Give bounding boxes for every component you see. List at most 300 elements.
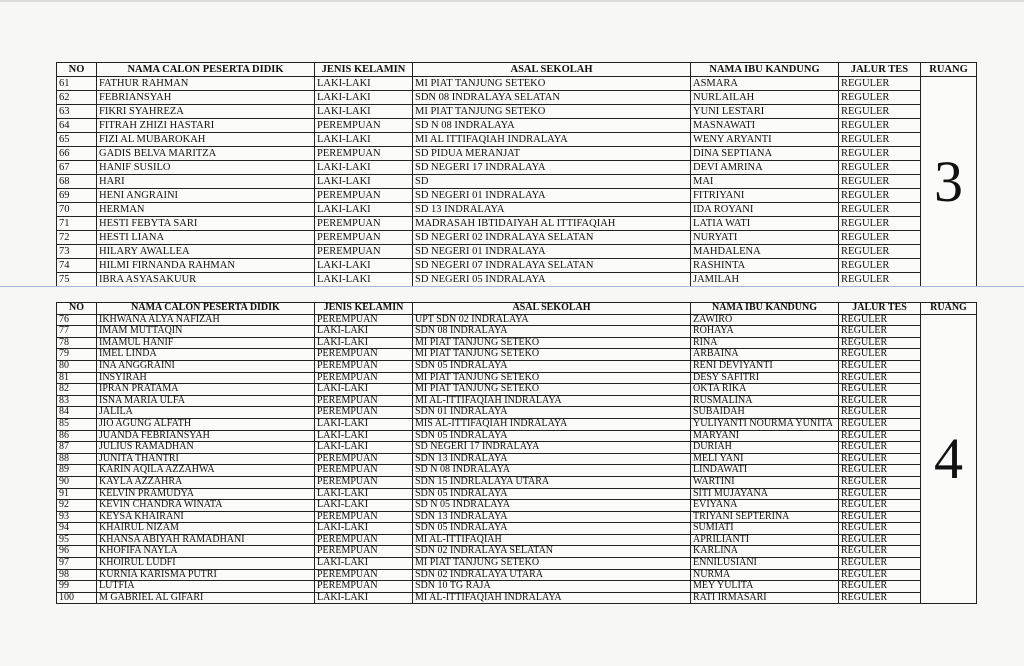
table-row: [57, 500, 977, 512]
participant-name: IPRAN PRATAMA: [97, 384, 315, 396]
gender: PEREMPUAN: [315, 360, 413, 372]
gender: PEREMPUAN: [315, 581, 413, 593]
row-number: 95: [57, 534, 97, 546]
test-track: REGULER: [839, 546, 921, 558]
test-track: REGULER: [839, 203, 921, 217]
participant-name: KEYSA KHAIRANI: [97, 511, 315, 523]
participant-name: KAYLA AZZAHRA: [97, 476, 315, 488]
school-origin: MI AL-ITTIFAQIAH: [413, 534, 691, 546]
school-origin: SDN 10 TG RAJA: [413, 581, 691, 593]
test-track: REGULER: [839, 273, 921, 287]
participant-name: HARI: [97, 175, 315, 189]
row-number: 66: [57, 147, 97, 161]
row-number: 73: [57, 245, 97, 259]
test-track: REGULER: [839, 488, 921, 500]
header-track: JALUR TES: [839, 303, 921, 315]
participant-name: IMAMUL HANIF: [97, 337, 315, 349]
gender: LAKI-LAKI: [315, 592, 413, 604]
gender: LAKI-LAKI: [315, 488, 413, 500]
mother-name: ASMARA: [691, 77, 839, 91]
test-track: REGULER: [839, 476, 921, 488]
header-school: ASAL SEKOLAH: [413, 63, 691, 77]
test-track: REGULER: [839, 189, 921, 203]
school-origin: MI PIAT TANJUNG SETEKO: [413, 105, 691, 119]
school-origin: SD N 05 INDRALAYA: [413, 500, 691, 512]
participant-name: JUANDA FEBRIANSYAH: [97, 430, 315, 442]
test-track: REGULER: [839, 349, 921, 361]
mother-name: ARBAINA: [691, 349, 839, 361]
test-track: REGULER: [839, 534, 921, 546]
participant-name: IBRA ASYASAKUUR: [97, 273, 315, 287]
participant-name: HILARY AWALLEA: [97, 245, 315, 259]
table-row: [57, 203, 977, 217]
table-row: [57, 119, 977, 133]
table-row: [57, 77, 977, 91]
mother-name: NURLAILAH: [691, 91, 839, 105]
mother-name: RENI DEVIYANTI: [691, 360, 839, 372]
school-origin: MI PIAT TANJUNG SETEKO: [413, 349, 691, 361]
table-row: [57, 465, 977, 477]
participant-name: JULIUS RAMADHAN: [97, 442, 315, 454]
row-number: 100: [57, 592, 97, 604]
participant-name: INA ANGGRAINI: [97, 360, 315, 372]
test-track: REGULER: [839, 384, 921, 396]
row-number: 92: [57, 500, 97, 512]
participant-name: FEBRIANSYAH: [97, 91, 315, 105]
mother-name: RINA: [691, 337, 839, 349]
test-track: REGULER: [839, 360, 921, 372]
school-origin: MI PIAT TANJUNG SETEKO: [413, 77, 691, 91]
mother-name: APRILIANTI: [691, 534, 839, 546]
school-origin: SDN 05 INDRALAYA: [413, 523, 691, 535]
gender: PEREMPUAN: [315, 569, 413, 581]
table-row: [57, 231, 977, 245]
participant-table-room-4: [56, 302, 977, 604]
school-origin: SD NEGERI 01 INDRALAYA: [413, 245, 691, 259]
gender: LAKI-LAKI: [315, 337, 413, 349]
mother-name: LINDAWATI: [691, 465, 839, 477]
table-row: [57, 511, 977, 523]
gender: PEREMPUAN: [315, 349, 413, 361]
gender: LAKI-LAKI: [315, 161, 413, 175]
row-number: 70: [57, 203, 97, 217]
test-track: REGULER: [839, 175, 921, 189]
table-row: [57, 581, 977, 593]
gender: LAKI-LAKI: [315, 430, 413, 442]
test-track: REGULER: [839, 91, 921, 105]
row-number: 90: [57, 476, 97, 488]
header-name: NAMA CALON PESERTA DIDIK: [97, 303, 315, 315]
row-number: 88: [57, 453, 97, 465]
mother-name: DESY SAFITRI: [691, 372, 839, 384]
school-origin: SDN 02 INDRALAYA UTARA: [413, 569, 691, 581]
row-number: 98: [57, 569, 97, 581]
row-number: 75: [57, 273, 97, 287]
school-origin: SDN 05 INDRALAYA: [413, 488, 691, 500]
test-track: REGULER: [839, 326, 921, 338]
mother-name: ENNILUSIANI: [691, 558, 839, 570]
table-row: [57, 133, 977, 147]
row-number: 68: [57, 175, 97, 189]
test-track: REGULER: [839, 581, 921, 593]
mother-name: SITI MUJAYANA: [691, 488, 839, 500]
school-origin: MI AL-ITTIFAQIAH INDRALAYA: [413, 592, 691, 604]
participant-name: JIO AGUNG ALFATH: [97, 418, 315, 430]
table-row: [57, 534, 977, 546]
gender: LAKI-LAKI: [315, 523, 413, 535]
school-origin: SD NEGERI 17 INDRALAYA: [413, 442, 691, 454]
participant-table-room-3: [56, 62, 977, 287]
mother-name: WARTINI: [691, 476, 839, 488]
participant-name: KEVIN CHANDRA WINATA: [97, 500, 315, 512]
page-fold-line: [0, 286, 1024, 287]
room-number: 3: [921, 77, 977, 287]
gender: PEREMPUAN: [315, 314, 413, 326]
row-number: 61: [57, 77, 97, 91]
participant-name: HESTI LIANA: [97, 231, 315, 245]
participant-name: JALILA: [97, 407, 315, 419]
participant-name: M GABRIEL AL GIFARI: [97, 592, 315, 604]
row-number: 97: [57, 558, 97, 570]
mother-name: NURYATI: [691, 231, 839, 245]
gender: LAKI-LAKI: [315, 418, 413, 430]
row-number: 74: [57, 259, 97, 273]
participant-name: KARIN AQILA AZZAHWA: [97, 465, 315, 477]
test-track: REGULER: [839, 217, 921, 231]
test-track: REGULER: [839, 105, 921, 119]
header-school: ASAL SEKOLAH: [413, 303, 691, 315]
mother-name: ROHAYA: [691, 326, 839, 338]
test-track: REGULER: [839, 231, 921, 245]
test-track: REGULER: [839, 430, 921, 442]
row-number: 83: [57, 395, 97, 407]
row-number: 67: [57, 161, 97, 175]
test-track: REGULER: [839, 245, 921, 259]
mother-name: LATIA WATI: [691, 217, 839, 231]
gender: PEREMPUAN: [315, 245, 413, 259]
table-header-row: [57, 63, 977, 77]
table-row: [57, 360, 977, 372]
school-origin: SD NEGERI 17 INDRALAYA: [413, 161, 691, 175]
mother-name: JAMILAH: [691, 273, 839, 287]
school-origin: SD N 08 INDRALAYA: [413, 465, 691, 477]
mother-name: ZAWIRO: [691, 314, 839, 326]
header-name: NAMA CALON PESERTA DIDIK: [97, 63, 315, 77]
gender: PEREMPUAN: [315, 119, 413, 133]
row-number: 77: [57, 326, 97, 338]
row-number: 69: [57, 189, 97, 203]
row-number: 91: [57, 488, 97, 500]
mother-name: MASNAWATI: [691, 119, 839, 133]
test-track: REGULER: [839, 558, 921, 570]
table-row: [57, 546, 977, 558]
school-origin: MI AL-ITTIFAQIAH INDRALAYA: [413, 395, 691, 407]
participant-name: INSYIRAH: [97, 372, 315, 384]
gender: LAKI-LAKI: [315, 91, 413, 105]
mother-name: DINA SEPTIANA: [691, 147, 839, 161]
table-row: [57, 418, 977, 430]
participant-name: IMAM MUTTAQIN: [97, 326, 315, 338]
test-track: REGULER: [839, 395, 921, 407]
participant-name: FATHUR RAHMAN: [97, 77, 315, 91]
gender: PEREMPUAN: [315, 534, 413, 546]
gender: LAKI-LAKI: [315, 203, 413, 217]
gender: LAKI-LAKI: [315, 500, 413, 512]
row-number: 80: [57, 360, 97, 372]
participant-name: KHAIRUL NIZAM: [97, 523, 315, 535]
school-origin: MI PIAT TANJUNG SETEKO: [413, 372, 691, 384]
test-track: REGULER: [839, 161, 921, 175]
test-track: REGULER: [839, 259, 921, 273]
school-origin: MI PIAT TANJUNG SETEKO: [413, 558, 691, 570]
test-track: REGULER: [839, 147, 921, 161]
gender: PEREMPUAN: [315, 189, 413, 203]
gender: LAKI-LAKI: [315, 442, 413, 454]
school-origin: MADRASAH IBTIDAIYAH AL ITTIFAQIAH: [413, 217, 691, 231]
mother-name: MAI: [691, 175, 839, 189]
table-row: [57, 558, 977, 570]
test-track: REGULER: [839, 453, 921, 465]
table-row: [57, 488, 977, 500]
gender: PEREMPUAN: [315, 147, 413, 161]
table-row: [57, 372, 977, 384]
table-row: [57, 453, 977, 465]
table-row: [57, 105, 977, 119]
mother-name: DURIAH: [691, 442, 839, 454]
table-row: [57, 592, 977, 604]
gender: LAKI-LAKI: [315, 133, 413, 147]
school-origin: MI PIAT TANJUNG SETEKO: [413, 337, 691, 349]
row-number: 63: [57, 105, 97, 119]
row-number: 62: [57, 91, 97, 105]
gender: PEREMPUAN: [315, 511, 413, 523]
test-track: REGULER: [839, 500, 921, 512]
table-row: [57, 189, 977, 203]
test-track: REGULER: [839, 77, 921, 91]
test-track: REGULER: [839, 314, 921, 326]
table-row: [57, 337, 977, 349]
header-track: JALUR TES: [839, 63, 921, 77]
gender: LAKI-LAKI: [315, 384, 413, 396]
mother-name: NURMA: [691, 569, 839, 581]
row-number: 72: [57, 231, 97, 245]
mother-name: KARLINA: [691, 546, 839, 558]
mother-name: OKTA RIKA: [691, 384, 839, 396]
mother-name: WENY ARYANTI: [691, 133, 839, 147]
row-number: 76: [57, 314, 97, 326]
mother-name: DEVI AMRINA: [691, 161, 839, 175]
test-track: REGULER: [839, 465, 921, 477]
mother-name: MAHDALENA: [691, 245, 839, 259]
room-number: 4: [921, 314, 977, 604]
mother-name: FITRIYANI: [691, 189, 839, 203]
gender: PEREMPUAN: [315, 453, 413, 465]
test-track: REGULER: [839, 407, 921, 419]
table-row: [57, 430, 977, 442]
row-number: 81: [57, 372, 97, 384]
gender: PEREMPUAN: [315, 217, 413, 231]
test-track: REGULER: [839, 592, 921, 604]
gender: LAKI-LAKI: [315, 326, 413, 338]
mother-name: EVIYANA: [691, 500, 839, 512]
gender: PEREMPUAN: [315, 407, 413, 419]
row-number: 82: [57, 384, 97, 396]
gender: LAKI-LAKI: [315, 175, 413, 189]
test-track: REGULER: [839, 442, 921, 454]
participant-name: IKHWANA ALYA NAFIZAH: [97, 314, 315, 326]
table-row: [57, 442, 977, 454]
table-row: [57, 245, 977, 259]
table-row: [57, 175, 977, 189]
participant-name: HILMI FIRNANDA RAHMAN: [97, 259, 315, 273]
school-origin: SDN 02 INDRALAYA SELATAN: [413, 546, 691, 558]
participant-name: IMEL LINDA: [97, 349, 315, 361]
gender: LAKI-LAKI: [315, 77, 413, 91]
participant-name: LUTFIA: [97, 581, 315, 593]
school-origin: SDN 13 INDRALAYA: [413, 511, 691, 523]
test-track: REGULER: [839, 372, 921, 384]
mother-name: TRIYANI SEPTERINA: [691, 511, 839, 523]
row-number: 87: [57, 442, 97, 454]
mother-name: RUSMALINA: [691, 395, 839, 407]
school-origin: MI PIAT TANJUNG SETEKO: [413, 384, 691, 396]
school-origin: MI AL ITTIFAQIAH INDRALAYA: [413, 133, 691, 147]
row-number: 89: [57, 465, 97, 477]
row-number: 65: [57, 133, 97, 147]
school-origin: MIS AL-ITTIFAQIAH INDRALAYA: [413, 418, 691, 430]
school-origin: SDN 08 INDRALAYA: [413, 326, 691, 338]
table-row: [57, 569, 977, 581]
table-header-row: [57, 303, 977, 315]
table-row: [57, 259, 977, 273]
row-number: 78: [57, 337, 97, 349]
school-origin: SD 13 INDRALAYA: [413, 203, 691, 217]
gender: PEREMPUAN: [315, 372, 413, 384]
row-number: 85: [57, 418, 97, 430]
table-row: [57, 523, 977, 535]
scan-edge: [0, 0, 1024, 2]
participant-name: ISNA MARIA ULFA: [97, 395, 315, 407]
test-track: REGULER: [839, 569, 921, 581]
table-row: [57, 147, 977, 161]
table-row: [57, 349, 977, 361]
table-row: [57, 326, 977, 338]
mother-name: SUMIATI: [691, 523, 839, 535]
participant-name: GADIS BELVA MARITZA: [97, 147, 315, 161]
participant-name: FIZI AL MUBAROKAH: [97, 133, 315, 147]
school-origin: SDN 01 INDRALAYA: [413, 407, 691, 419]
school-origin: SD NEGERI 07 INDRALAYA SELATAN: [413, 259, 691, 273]
header-mother: NAMA IBU KANDUNG: [691, 303, 839, 315]
table-row: [57, 217, 977, 231]
table-row: [57, 384, 977, 396]
school-origin: SD NEGERI 02 INDRALAYA SELATAN: [413, 231, 691, 245]
school-origin: SDN 13 INDRALAYA: [413, 453, 691, 465]
test-track: REGULER: [839, 418, 921, 430]
school-origin: SDN 15 INDRLALAYA UTARA: [413, 476, 691, 488]
mother-name: MELI YANI: [691, 453, 839, 465]
gender: PEREMPUAN: [315, 395, 413, 407]
mother-name: SUBAIDAH: [691, 407, 839, 419]
mother-name: RASHINTA: [691, 259, 839, 273]
test-track: REGULER: [839, 337, 921, 349]
school-origin: SDN 05 INDRALAYA: [413, 430, 691, 442]
gender: PEREMPUAN: [315, 465, 413, 477]
table-row: [57, 407, 977, 419]
gender: PEREMPUAN: [315, 546, 413, 558]
participant-name: KURNIA KARISMA PUTRI: [97, 569, 315, 581]
row-number: 79: [57, 349, 97, 361]
header-room: RUANG: [921, 63, 977, 77]
table-row: [57, 314, 977, 326]
header-room: RUANG: [921, 303, 977, 315]
school-origin: SD N 08 INDRALAYA: [413, 119, 691, 133]
table-row: [57, 91, 977, 105]
header-gender: JENIS KELAMIN: [315, 63, 413, 77]
gender: LAKI-LAKI: [315, 259, 413, 273]
row-number: 64: [57, 119, 97, 133]
row-number: 99: [57, 581, 97, 593]
participant-name: KHOFIFA NAYLA: [97, 546, 315, 558]
school-origin: SD: [413, 175, 691, 189]
table-row: [57, 273, 977, 287]
mother-name: YUNI LESTARI: [691, 105, 839, 119]
gender: PEREMPUAN: [315, 231, 413, 245]
participant-name: JUNITA THANTRI: [97, 453, 315, 465]
gender: PEREMPUAN: [315, 476, 413, 488]
school-origin: SD NEGERI 01 INDRALAYA: [413, 189, 691, 203]
gender: LAKI-LAKI: [315, 105, 413, 119]
mother-name: MEY YULITA: [691, 581, 839, 593]
test-track: REGULER: [839, 133, 921, 147]
participant-name: HANIF SUSILO: [97, 161, 315, 175]
participant-name: FITRAH ZHIZI HASTARI: [97, 119, 315, 133]
participant-name: HERMAN: [97, 203, 315, 217]
row-number: 84: [57, 407, 97, 419]
test-track: REGULER: [839, 511, 921, 523]
header-no: NO: [57, 303, 97, 315]
mother-name: IDA ROYANI: [691, 203, 839, 217]
table-row: [57, 476, 977, 488]
mother-name: RATI IRMASARI: [691, 592, 839, 604]
row-number: 93: [57, 511, 97, 523]
header-gender: JENIS KELAMIN: [315, 303, 413, 315]
school-origin: SDN 05 INDRALAYA: [413, 360, 691, 372]
gender: LAKI-LAKI: [315, 273, 413, 287]
school-origin: SD NEGERI 05 INDRALAYA: [413, 273, 691, 287]
mother-name: MARYANI: [691, 430, 839, 442]
header-no: NO: [57, 63, 97, 77]
participant-name: HENI ANGRAINI: [97, 189, 315, 203]
row-number: 71: [57, 217, 97, 231]
mother-name: YULIYANTI NOURMA YUNITA: [691, 418, 839, 430]
table-row: [57, 395, 977, 407]
participant-name: KELVIN PRAMUDYA: [97, 488, 315, 500]
participant-name: KHANSA ABIYAH RAMADHANI: [97, 534, 315, 546]
school-origin: UPT SDN 02 INDRALAYA: [413, 314, 691, 326]
participant-name: KHOIRUL LUDFI: [97, 558, 315, 570]
table-row: [57, 161, 977, 175]
participant-name: HESTI FEBYTA SARI: [97, 217, 315, 231]
gender: LAKI-LAKI: [315, 558, 413, 570]
school-origin: SD PIDUA MERANJAT: [413, 147, 691, 161]
row-number: 96: [57, 546, 97, 558]
test-track: REGULER: [839, 523, 921, 535]
school-origin: SDN 08 INDRALAYA SELATAN: [413, 91, 691, 105]
row-number: 94: [57, 523, 97, 535]
header-mother: NAMA IBU KANDUNG: [691, 63, 839, 77]
test-track: REGULER: [839, 119, 921, 133]
